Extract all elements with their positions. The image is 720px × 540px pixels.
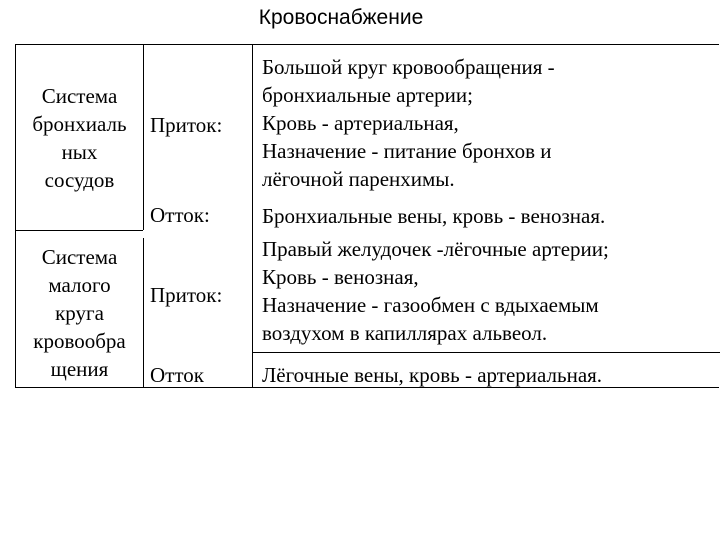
slide-title: Кровоснабжение bbox=[258, 6, 424, 29]
column-divider bbox=[143, 45, 144, 230]
outflow-description: Бронхиальные вены, кровь - венозная. bbox=[262, 204, 606, 228]
inflow-description: Правый желудочек -лёгочные артерии; Кровь - венозная, Назначение - газообмен с вдыхаемым воздухом в капиллярах альвеол. bbox=[262, 237, 609, 345]
system-name-bronchial: Система бронхиаль ных сосудов bbox=[32, 84, 127, 192]
column-divider bbox=[143, 238, 144, 388]
row-divider bbox=[16, 230, 143, 231]
outflow-label: Отток bbox=[150, 363, 204, 387]
inflow-label: Приток: bbox=[150, 283, 223, 307]
inflow-description: Большой круг кровообращения - бронхиальные артерии; Кровь - артериальная, Назначение - питание бронхов и лёгочной паренхимы. bbox=[262, 55, 555, 191]
row-divider bbox=[252, 352, 720, 353]
blood-supply-table bbox=[15, 44, 719, 388]
system-name-pulmonary: Система малого круга кровообра щения bbox=[33, 245, 126, 381]
outflow-label: Отток: bbox=[150, 203, 210, 227]
inflow-label: Приток: bbox=[150, 113, 223, 137]
column-divider bbox=[252, 45, 253, 388]
outflow-description: Лёгочные вены, кровь - артериальная. bbox=[262, 363, 603, 387]
